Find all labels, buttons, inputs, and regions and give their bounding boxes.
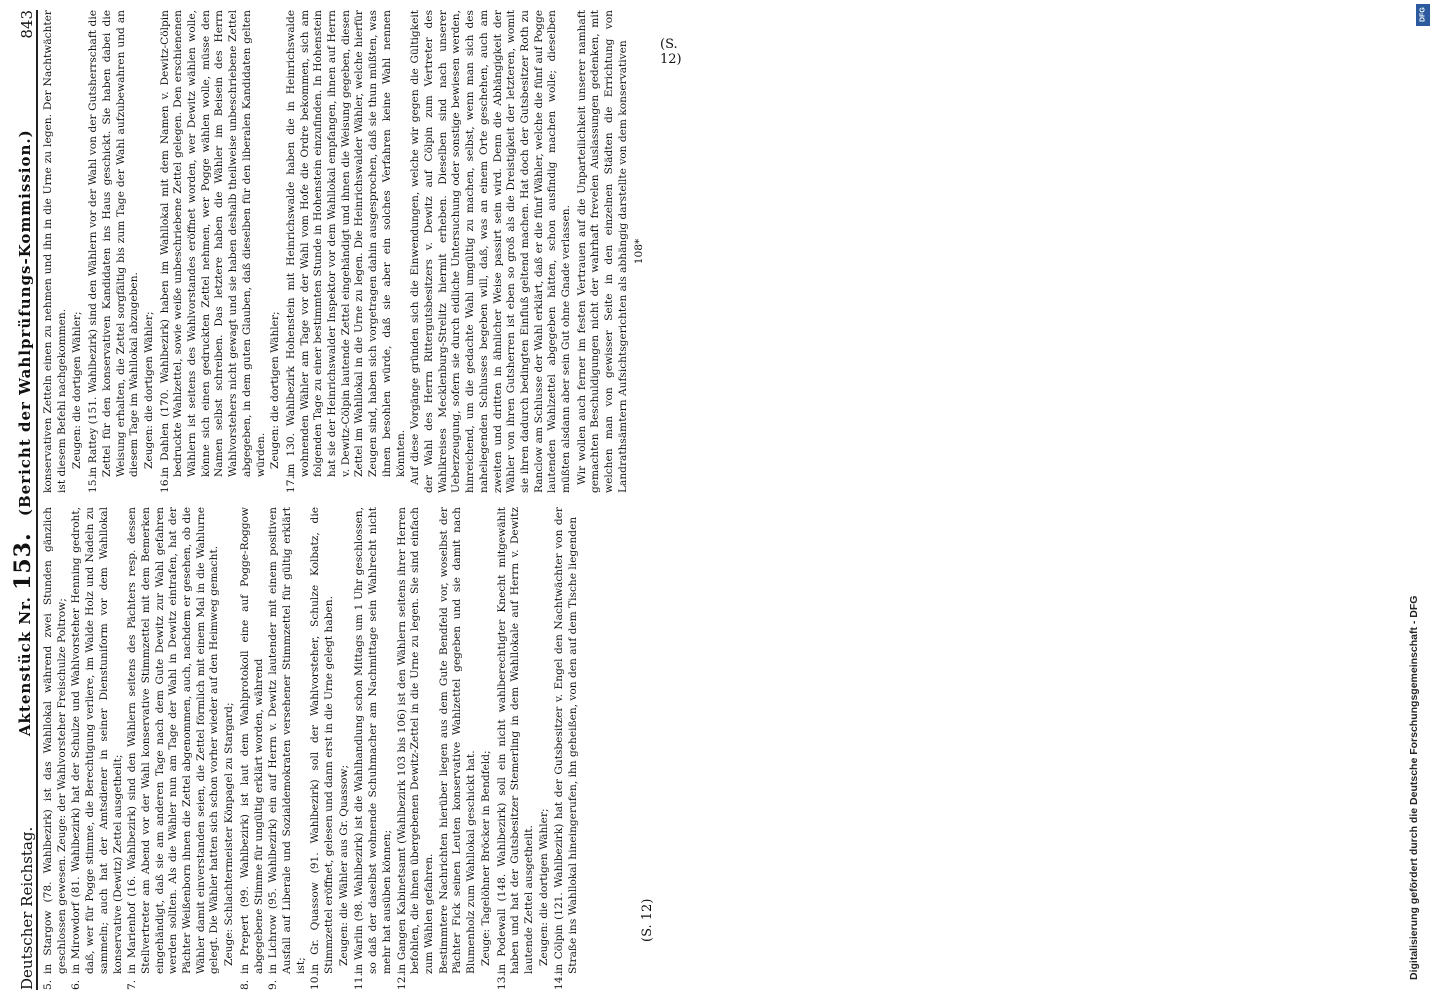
item-text: in Rattey (151. Wahlbezirk) sind den Wählern vor der Wahl von der Gutsherrschaft die Zettel für den konservativen Kandidaten ins Haus geschickt. Sie haben dabei die Weisung erhalten, die Zettel sorgfältig bis zum Tage der Wahl aufzubewahren und an diesem Tage im Wahllokal abzugeben. <box>87 10 141 477</box>
numbered-item <box>87 10 142 493</box>
item-list <box>553 507 580 990</box>
item-text: in Gangen Kabinetsamt (Wahlbezirk 103 bis 106) ist den Wählern seitens ihrer Herren befohlen, die ihnen übergebenen Dewitz-Zettel in die Urne zu legen. Sie sind einfach zum Wählen gefahren. <box>395 507 435 974</box>
item-text: in Gr. Quassow (91. Wahlbezirk) soll der Wahlvorsteher, Schulze Kolbatz, die Stimmzettel eröffnet, gelesen und dann erst in die Urne gelegt haben. <box>309 507 336 974</box>
witness-line: Zeugen: die Wähler aus Gr. Quassow; <box>337 764 350 966</box>
document-number <box>10 39 36 827</box>
item-list <box>353 507 478 990</box>
item-list <box>42 507 222 990</box>
witness-line: Zeugen: die dortigen Wähler; <box>537 808 550 966</box>
numbered-item <box>396 507 437 990</box>
body-paragraph: Wir wollen auch ferner im festen Vertrauen auf die Unparteilichkeit unserer namhaft gemachten Beschuldigungen nicht der wahrhaft frevelen Auslassungen gedenken, mit welchen man von gewisser Seite in den einzelnen Städten die Errichtung von Landrathsämtern Aufsichtsgerichten als abhängig darstellte von dem konservativen <box>575 10 629 493</box>
numbered-item <box>70 507 125 990</box>
dfg-logo: DFG <box>1416 4 1430 26</box>
numbered-item <box>159 10 269 493</box>
item-text: in Marienhof (16. Wahlbezirk) sind den Wählern seitens des Pächters resp. dessen Stellvertreter am Abend vor der Wahl konservative Stimmzettel mit dem Bemerken eingehändigt, daß sie am anderen Tage nach dem Gute Dewitz zur Wahl gefahren werden sollten. Als die Wähler nun am Tage der Wahl in Dewitz eintrafen, hat der Pächter Weißenborn ihnen die Zettel abgenommen, auch, nachdem er gesehen, ob die Wähler damit einverstanden seien, die Zettel förmlich mit einem Mal in die Wahlurne gelegt. Die Wähler hatten sich schon vorher wieder auf den Heimweg gemacht. <box>126 507 221 974</box>
signature-mark: 108* <box>632 238 645 265</box>
item-number: 5. <box>42 979 54 990</box>
margin-note-right: (S. 12) <box>660 37 682 67</box>
witness-line: Zeugen: die dortigen Wähler; <box>142 311 155 469</box>
item-list <box>239 507 337 990</box>
item-number: 6. <box>70 979 83 990</box>
item-number: 9. <box>267 979 280 990</box>
document-subtitle: (Bericht der Wahlprüfungs-Kommission.) <box>16 129 34 517</box>
page-number: 843 <box>18 10 36 39</box>
page-body <box>42 10 645 990</box>
item-list <box>285 10 408 493</box>
item-number: 11. <box>353 973 366 990</box>
numbered-item <box>267 507 308 990</box>
document-number-prefix: Aktenstück Nr. <box>16 596 34 737</box>
item-text: in Stargow (78. Wahlbezirk) ist das Wahllokal während zwei Stunden gänzlich geschlossen gewesen. Zeuge: der Wahlvorsteher Freischulze Poltrow; <box>42 507 68 974</box>
running-head <box>0 10 38 990</box>
left-column <box>42 507 580 990</box>
item-number: 16. <box>158 476 171 493</box>
body-paragraph: Auf diese Vorgänge gründen sich die Einwendungen, welche wir gegen die Gültigkeit der Wahl des Herrn Rittergutsbesitzers v. Dewitz auf Cölpin zum Vertreter des Wahlkreises Mecklenburg-Strelitz hiermit erheben. Dieselben sind nach unserer Ueberzeugung, sofern sie durch eidliche Untersuchung oder sonstige bewiesen werden, hinreichend, um die gedachte Wahl umgültig zu machen, selbst, wenn man sich des naheliegenden Schlusses begeben will, daß, was an einem Orte geschehen, auch am zweiten und dritten in ähnlicher Weise passirt sein wird. Denn die Abhängigkeit der Wähler von ihren Gutsherren ist eben so groß als die Dreistigkeit der letzteren, womit sie ihren dadurch bedingten Einfluß geltend machen. Hat doch der Gutsbesitzer Roth zu Ranclow am Schlusse der Wahl erklärt, daß er die fünf Wähler, welche die fünf auf Pogge lautenden Wahlzettel abgegeben hätten, schon ausfindig machen wolle; dieselben müßten alsdann aber sein Gut ohne Gnade verlassen. <box>409 10 573 493</box>
item-text: in Cölpin (121. Wahlbezirk) hat der Gutsbesitzer v. Engel den Nachtwächter von der Straße ins Wahllokal hineingerufen, ihn geheißen, von den auf dem Tische liegenden <box>553 507 580 974</box>
margin-note-left: (S. 12) <box>640 898 655 942</box>
item-text: in Dahlen (170. Wahlbezirk) haben im Wahllokal mit dem Namen v. Dewitz-Cölpin bedruckte Wahlzettel, sowie weiße unbeschriebene Zettel gelegen. Den erschienenen Wählern ist seitens des Wahlvorstandes eröffnet worden, wer Dewitz wählen wolle, könne sich einen gedruckten Zettel nehmen, wer Pogge wählen wolle, müsse den Namen selbst schreiben. Das letztere haben die Wähler im Beisein des Herrn Wahlvorstehers nicht gewagt und sie haben deshalb theilweise unbeschriebene Zettel abgegeben, in dem guten Glauben, daß dieselben für den liberalen Kandidaten gelten würden. <box>158 10 267 477</box>
item-list <box>159 10 269 493</box>
item-number: 8. <box>238 979 251 990</box>
item-number: 7. <box>126 979 139 990</box>
item-text: Bestimmtere Nachrichten hierüber liegen aus dem Gute Bendfeld vor, woselbst der Pächter Fick seinen Leuten konservative Wahlzettel gegeben und sie damit nach Blumenholz zum Wahllokal geschickt hat. <box>437 507 478 974</box>
item-number: 14. <box>553 973 566 990</box>
item-text: in Warlin (98. Wahlbezirk) ist die Wahlhandlung schon Mittags um 1 Uhr geschlossen, so daß der daselbst wohnende Schuhmacher am Nachmittage sein Wahlrecht nicht mehr hat ausüben können; <box>353 507 393 974</box>
document-number-value: 153. <box>10 532 36 590</box>
numbered-item <box>239 507 266 990</box>
item-text: in Lichrow (95. Wahlbezirk) ein auf Herrn v. Dewitz lautender mit einem positiven Ausfall auf Liberale und Sozialdemokraten versehener Stimmzettel für gültig erklärt ist; <box>267 507 307 974</box>
witness-line: Zeuge: Schlachtermeister Könpagel zu Stargard; <box>223 702 236 966</box>
scanned-page <box>0 0 645 1000</box>
item-number: 17. <box>284 476 297 493</box>
witness-line: Zeugen: die dortigen Wähler; <box>71 311 84 469</box>
numbered-item <box>553 507 580 990</box>
funding-credit-text: Digitalisierung gefördert durch die Deutsche Forschungsgemeinschaft - DFG <box>1408 595 1420 980</box>
funding-credit <box>1398 0 1432 1000</box>
numbered-item <box>309 507 336 990</box>
item-number: 10. <box>309 973 322 990</box>
numbered-item <box>42 507 69 990</box>
item-number: 15. <box>87 476 100 493</box>
item-number: 12. <box>395 973 408 990</box>
numbered-item <box>353 507 394 990</box>
numbered-item <box>438 507 479 990</box>
publication-title: Deutscher Reichstag. <box>18 826 36 990</box>
numbered-item <box>285 10 408 493</box>
witness-line: Zeugen: die dortigen Wähler; <box>269 311 282 469</box>
witness-line: Zeuge: Tagelöhner Bröcker in Bendfeld; <box>479 750 492 966</box>
numbered-item <box>496 507 537 990</box>
continued-text: konservativen Zetteln einen zu nehmen und ihn in die Urne zu legen. Der Nachtwächter ist diesem Befehl nachgekommen. <box>42 10 68 493</box>
item-number: 13. <box>495 973 508 990</box>
item-list <box>496 507 537 990</box>
right-column <box>42 10 645 493</box>
item-text: im 130. Wahlbezirk Hohenstein mit Heinrichswalde haben die in Heinrichswalde wohnenden Wähler am Tage vor der Wahl vom Hofe die Ordre bekommen, sich am folgenden Tage zu einer bestimmten Stunde in Hohenstein einzufinden. In Hohenstein hat sie der Heinrichswalder Inspektor vor dem Wahllokal empfangen, ihnen auf Herrn v. Dewitz-Cölpin lautende Zettel eingehändigt und ihnen die Weisung gegeben, diesen Zettel im Wahllokal in die Urne zu legen. Die Heinrichswalder Wähler, welche hierfür Zeugen sind, haben sich vorgetragen dahin ausgesprochen, daß sie thun müßten, was ihnen besohlen würde, daß sie aber ein solches Verfahren keine Wahl nennen könnten. <box>284 10 407 477</box>
item-text: in Prepert (99. Wahlbezirk) ist laut dem Wahlprotokoll eine auf Pogge-Roggow abgegebene Stimme für ungültig erklärt worden, während <box>238 507 265 974</box>
item-text: in Podewall (148. Wahlbezirk) soll ein nicht wahlberechtigter Knecht mitgewählt haben und hat der Gutsbesitzer Stemerling in dem Wahllokale auf Herrn v. Dewitz lautende Zettel ausgetheilt. <box>495 507 535 974</box>
item-text: in Mirowdorf (81. Wahlbezirk) hat der Schulze und Wahlvorsteher Henning gedroht, daß, wer für Pogge stimme, die Berechtigung verliere, im Walde Holz und Nadeln zu sammeln; auch hat der Amtsdiener in seiner Dienstuniform vor dem Wahllokal konservative (Dewitz) Zettel ausgetheilt; <box>70 507 124 974</box>
item-list <box>87 10 142 493</box>
numbered-item <box>126 507 222 990</box>
